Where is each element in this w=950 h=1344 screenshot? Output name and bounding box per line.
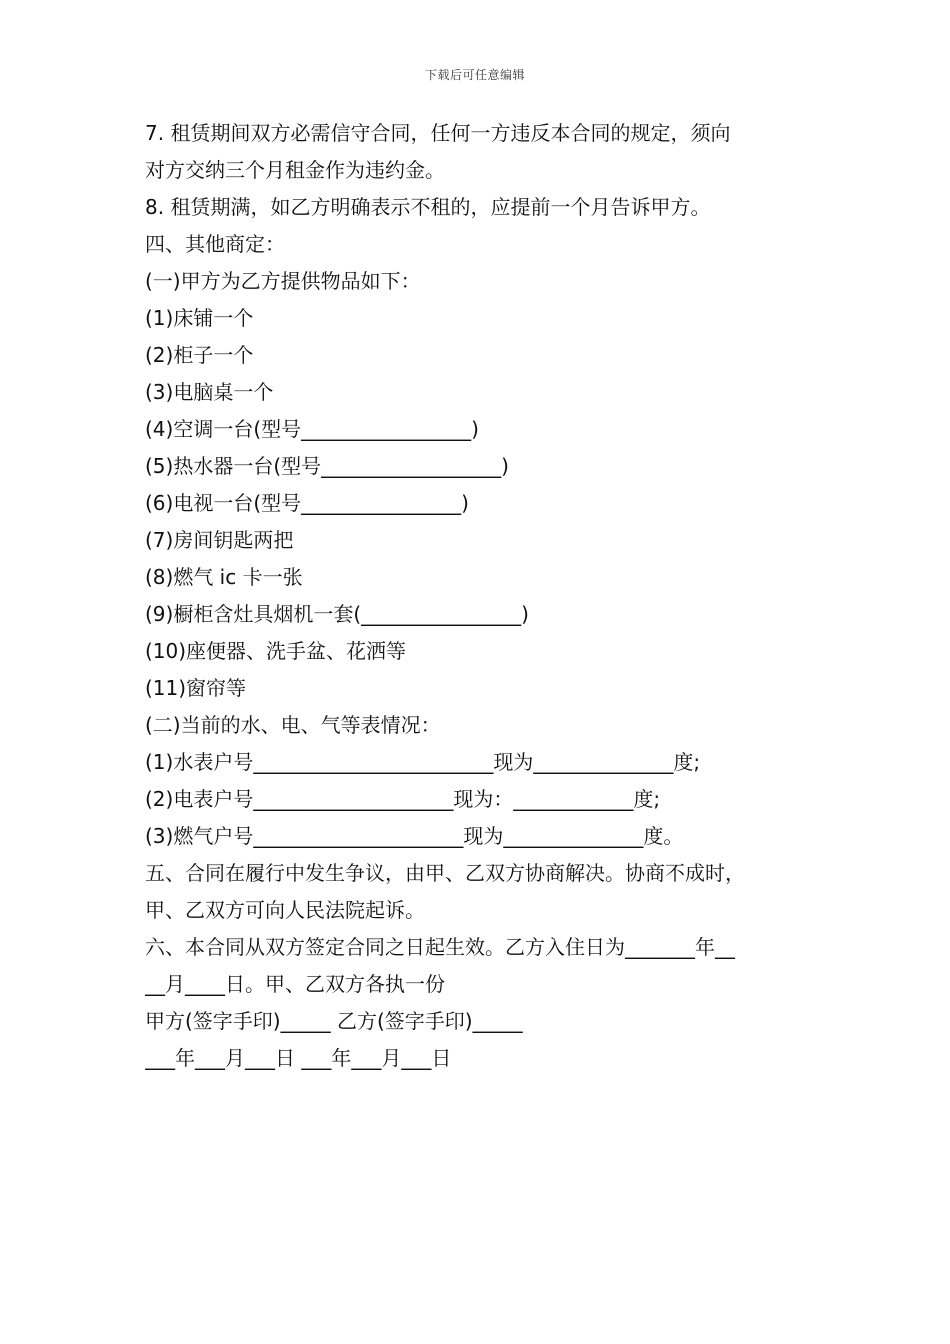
item-gas-card: (8)燃气 ic 卡一张 <box>145 565 303 589</box>
date-line: ___年___月___日 ___年___月___日 <box>145 1046 452 1070</box>
section-6-line-2: __月____日。甲、乙双方各执一份 <box>145 972 445 996</box>
meter-gas: (3)燃气户号_____________________现为______________度。 <box>145 824 684 848</box>
page-header: 下载后可任意编辑 <box>424 68 525 82</box>
item-curtains: (11)窗帘等 <box>145 676 247 700</box>
item-bathroom: (10)座便器、洗手盆、花洒等 <box>145 639 407 663</box>
item-kitchen-cabinet: (9)橱柜含灶具烟机一套(________________) <box>145 602 529 626</box>
item-keys: (7)房间钥匙两把 <box>145 528 294 552</box>
section-6-line-1: 六、本合同从双方签定合同之日起生效。乙方入住日为_______年__ <box>145 935 735 959</box>
document-body <box>145 115 825 1077</box>
item-cabinet: (2)柜子一个 <box>145 343 254 367</box>
clause-7-line-2: 对方交纳三个月租金作为违约金。 <box>145 158 445 182</box>
clause-7-line-1: 7. 租赁期间双方必需信守合同，任何一方违反本合同的规定，须向 <box>145 121 731 145</box>
item-tv: (6)电视一台(型号________________) <box>145 491 469 515</box>
subsection-items-heading: (一)甲方为乙方提供物品如下： <box>145 269 421 293</box>
item-computer-desk: (3)电脑桌一个 <box>145 380 274 404</box>
clause-8: 8. 租赁期满，如乙方明确表示不租的，应提前一个月告诉甲方。 <box>145 195 711 219</box>
meter-electric: (2)电表户号____________________现为：____________度; <box>145 787 661 811</box>
section-4-heading: 四、其他商定： <box>145 232 285 256</box>
item-bed: (1)床铺一个 <box>145 306 254 330</box>
signature-line: 甲方(签字手印)_____ 乙方(签字手印)_____ <box>145 1009 523 1033</box>
section-5-line-1: 五、合同在履行中发生争议，由甲、乙双方协商解决。协商不成时， <box>145 861 745 885</box>
item-air-conditioner: (4)空调一台(型号_________________) <box>145 417 479 441</box>
item-water-heater: (5)热水器一台(型号__________________) <box>145 454 509 478</box>
meter-water: (1)水表户号________________________现为______________度; <box>145 750 701 774</box>
subsection-meters-heading: (二)当前的水、电、气等表情况： <box>145 713 441 737</box>
section-5-line-2: 甲、乙双方可向人民法院起诉。 <box>145 898 425 922</box>
